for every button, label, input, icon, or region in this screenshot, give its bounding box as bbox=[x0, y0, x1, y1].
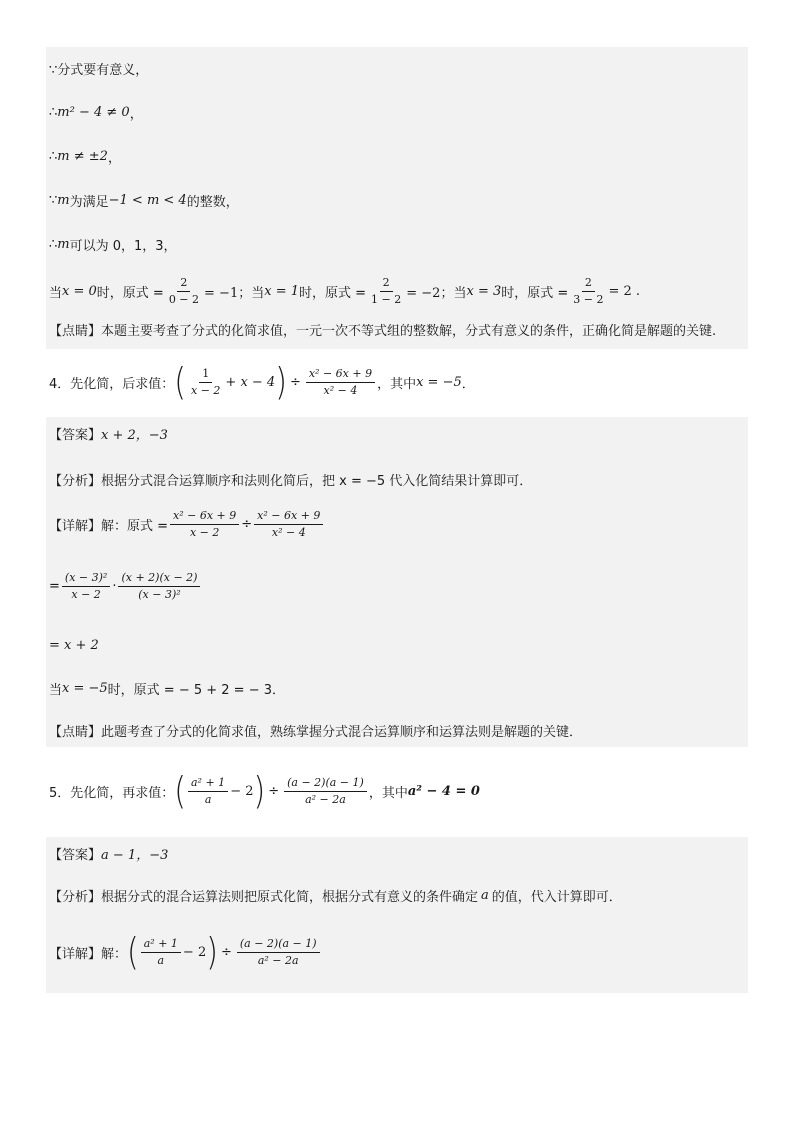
fraction bbox=[166, 276, 202, 307]
math-expression: a² − 4 = 0 bbox=[407, 784, 480, 800]
question-4 bbox=[46, 349, 748, 417]
therefore-symbol: ∴ bbox=[49, 148, 58, 164]
math-expression: m² − 4 ≠ 0 bbox=[57, 104, 130, 120]
paren-group bbox=[127, 930, 218, 974]
math-expression: = x + 2 bbox=[49, 638, 99, 654]
line-text: ，其中 bbox=[368, 786, 408, 802]
analysis-text: 【分析】根据分式的混合运算法则把原式化简，根据分式有意义的条件确定 bbox=[49, 890, 479, 906]
solution-line bbox=[46, 222, 748, 266]
line-text: ，其中 bbox=[377, 377, 417, 393]
math-variable: m bbox=[57, 236, 70, 252]
answer-line bbox=[46, 417, 748, 451]
fraction bbox=[118, 571, 200, 602]
math-result: = −1； bbox=[204, 285, 252, 301]
fraction-numerator: (a − 2)(a − 1) bbox=[284, 776, 367, 792]
punctuation: ， bbox=[107, 150, 121, 166]
analysis-text: 【分析】根据分式混合运算顺序和法则化简后，把 x = −5 代入化简结果计算即可． bbox=[49, 474, 533, 490]
divide-sign: ÷ bbox=[241, 517, 253, 533]
fraction-denominator: a bbox=[204, 793, 212, 807]
fraction bbox=[237, 937, 320, 968]
therefore-symbol: ∴ bbox=[49, 236, 58, 252]
fraction bbox=[62, 571, 110, 602]
document-page bbox=[46, 47, 748, 993]
fraction-numerator: 2 bbox=[380, 276, 393, 292]
fraction-denominator: 1 − 2 bbox=[371, 292, 402, 306]
fraction-denominator: (x − 3)² bbox=[138, 588, 181, 602]
answer-value: a − 1，−3 bbox=[101, 848, 169, 864]
answer-tag: 【答案】 bbox=[49, 428, 102, 444]
line-text: 为满足 bbox=[69, 194, 109, 210]
solution-block-q4 bbox=[46, 417, 748, 747]
answer-line bbox=[46, 837, 748, 871]
fraction-denominator: x − 2 bbox=[71, 588, 101, 602]
therefore-symbol: ∴ bbox=[49, 104, 58, 120]
divide-sign: ÷ bbox=[289, 375, 301, 391]
fraction-denominator: a² − 2a bbox=[305, 793, 346, 807]
math-expression: − 2 bbox=[230, 784, 254, 800]
fraction-denominator: a² − 2a bbox=[257, 954, 299, 968]
detail-line bbox=[46, 913, 748, 993]
math-expression: x = −5 bbox=[416, 375, 462, 391]
detail-tag: 【详解】解： bbox=[49, 947, 128, 963]
left-paren: ( bbox=[174, 769, 186, 813]
line-text: 时，原式 = − 5 + 2 = − 3． bbox=[107, 683, 286, 699]
fraction bbox=[306, 367, 375, 398]
analysis-text: 的值，代入计算即可． bbox=[491, 890, 622, 906]
fraction-numerator: (x + 2)(x − 2) bbox=[118, 571, 200, 587]
line-text: 时，原式 = bbox=[501, 285, 569, 301]
because-symbol: ∵ bbox=[49, 192, 58, 208]
right-paren: ) bbox=[275, 360, 287, 404]
divide-sign: ÷ bbox=[268, 784, 280, 800]
fraction-numerator: 2 bbox=[582, 276, 595, 292]
analysis-line bbox=[46, 879, 748, 913]
solution-line bbox=[46, 266, 748, 316]
line-text: ∵分式要有意义， bbox=[49, 63, 149, 78]
fraction bbox=[570, 276, 606, 307]
solution-block-q5 bbox=[46, 837, 748, 993]
line-text: 当 bbox=[49, 285, 63, 301]
step-line bbox=[46, 673, 748, 705]
math-expression: x = −5 bbox=[62, 681, 108, 697]
note-text: 【点睛】本题主要考查了分式的化简求值，一元一次不等式组的整数解，分式有意义的条件，正确化简是解题的关键. bbox=[49, 324, 717, 339]
punctuation: ， bbox=[129, 106, 143, 122]
line-text: 当 bbox=[453, 285, 467, 301]
fraction bbox=[284, 776, 367, 807]
fraction-numerator: a² + 1 bbox=[141, 937, 181, 953]
math-expression: m ≠ ±2 bbox=[57, 148, 108, 164]
left-paren: ( bbox=[127, 930, 139, 974]
fraction-numerator: x² − 6x + 9 bbox=[254, 509, 323, 525]
fraction-denominator: a bbox=[157, 954, 165, 968]
math-expression: x = 0 bbox=[62, 283, 97, 299]
question-5 bbox=[46, 747, 748, 837]
dianjing-note bbox=[46, 316, 748, 349]
math-result: = 2 . bbox=[608, 283, 641, 299]
fraction-denominator: x² − 4 bbox=[271, 526, 306, 540]
paren-group bbox=[174, 769, 266, 813]
fraction bbox=[188, 367, 223, 398]
equals-sign: = bbox=[49, 579, 60, 595]
fraction-numerator: a² + 1 bbox=[188, 776, 228, 792]
math-variable: m bbox=[57, 192, 70, 208]
math-result: = −2； bbox=[406, 285, 454, 301]
fraction-denominator: x − 2 bbox=[191, 384, 221, 398]
multiply-dot: · bbox=[112, 579, 117, 595]
paren-group bbox=[174, 360, 287, 404]
question-label: 5．先化简，再求值： bbox=[49, 786, 175, 802]
solution-line bbox=[46, 134, 748, 178]
line-text: 的整数， bbox=[186, 194, 239, 210]
fraction-denominator: x² − 4 bbox=[323, 384, 358, 398]
line-text: 时，原式 = bbox=[96, 285, 164, 301]
fraction-numerator: (x − 3)² bbox=[62, 571, 110, 587]
fraction bbox=[188, 776, 228, 807]
fraction-denominator: 3 − 2 bbox=[573, 292, 604, 306]
right-paren: ) bbox=[253, 769, 266, 813]
line-text: 当 bbox=[49, 683, 63, 699]
solution-line bbox=[46, 178, 748, 222]
math-expression: − 2 bbox=[182, 945, 207, 961]
fraction-numerator: 1 bbox=[199, 367, 212, 383]
fraction-numerator: (a − 2)(a − 1) bbox=[237, 937, 320, 953]
solution-line bbox=[46, 90, 748, 134]
dianjing-note bbox=[46, 715, 748, 747]
divide-sign: ÷ bbox=[220, 945, 232, 961]
solution-line bbox=[46, 47, 748, 90]
detail-tag: 【详解】解：原式 = bbox=[49, 519, 169, 535]
answer-tag: 【答案】 bbox=[49, 848, 102, 864]
line-text: 当 bbox=[251, 285, 265, 301]
detail-line bbox=[46, 495, 748, 555]
fraction-denominator: 0 − 2 bbox=[168, 292, 200, 306]
math-expression: x = 3 bbox=[466, 283, 502, 299]
fraction bbox=[368, 276, 404, 307]
fraction bbox=[141, 937, 181, 968]
analysis-line bbox=[46, 465, 748, 495]
math-expression: + x − 4 bbox=[225, 375, 276, 391]
math-variable: a bbox=[481, 888, 489, 904]
step-line bbox=[46, 619, 748, 673]
left-paren: ( bbox=[174, 360, 186, 404]
question-label: 4．先化简，后求值： bbox=[49, 377, 175, 393]
fraction-numerator: 2 bbox=[177, 276, 190, 292]
line-text: 时，原式 = bbox=[299, 285, 367, 301]
answer-value: x + 2，−3 bbox=[101, 428, 168, 444]
fraction-denominator: x − 2 bbox=[189, 526, 220, 540]
solution-block-q3 bbox=[46, 47, 748, 349]
right-paren: ) bbox=[206, 930, 218, 974]
fraction bbox=[254, 509, 323, 540]
line-text: 可以为 0，1，3， bbox=[69, 238, 177, 254]
fraction-numerator: x² − 6x + 9 bbox=[306, 367, 375, 383]
step-line bbox=[46, 555, 748, 619]
note-text: 【点睛】此题考查了分式的化简求值，熟练掌握分式混合运算顺序和运算法则是解题的关键． bbox=[49, 725, 583, 741]
fraction-numerator: x² − 6x + 9 bbox=[170, 509, 239, 525]
math-expression: −1 < m < 4 bbox=[108, 192, 187, 208]
math-expression: x = 1 bbox=[264, 283, 300, 299]
punctuation: ． bbox=[461, 377, 475, 393]
fraction bbox=[170, 509, 239, 540]
